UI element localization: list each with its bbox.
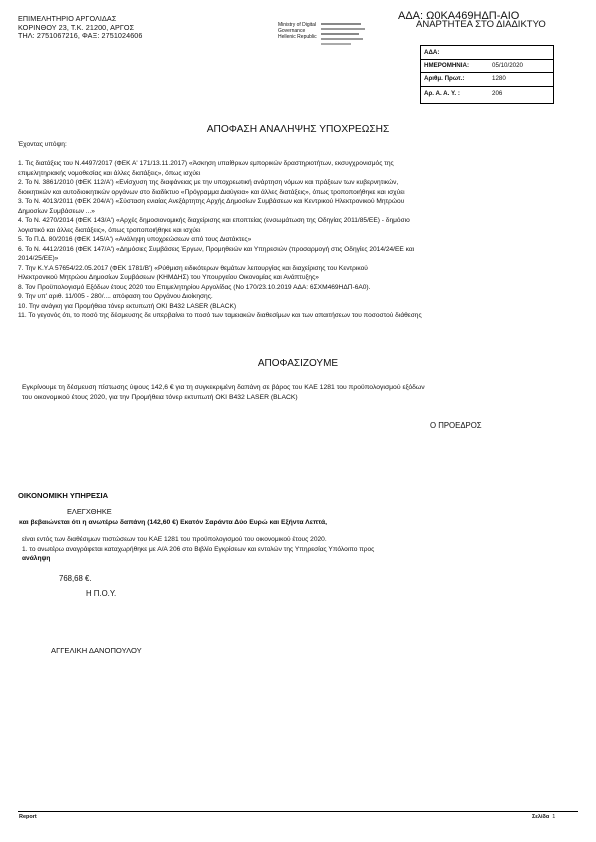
issuer-phone-fax: ΤΗΛ: 2751067216, ΦΑΞ: 2751024606 <box>18 31 143 41</box>
expense-certification: και βεβαιώνεται ότι η ανωτέρω δαπάνη (142,60 €) Εκατόν Σαράντα Δύο Ευρώ και Εξήντα Λεπτά, <box>19 519 328 526</box>
considering-line <box>18 150 570 160</box>
decision-text <box>22 383 570 404</box>
finance-line: ανάληψη <box>22 555 51 562</box>
ministry-logo-line: Governance <box>278 28 306 34</box>
signature-stamp-icon <box>321 22 367 48</box>
issuer-address-block <box>18 15 143 41</box>
ada-code-top: ΑΔΑ: Ω0ΚΑ469ΗΔΠ-ΑΙΟ <box>398 10 520 22</box>
office-label: Η Π.Ο.Υ. <box>86 589 117 598</box>
footer-divider <box>18 811 578 812</box>
considering-line: 10. Την ανάγκη για Προμήθεια τόνερ εκτυπωτή OKI B432 LASER (BLACK) <box>18 302 237 310</box>
meta-label: ΗΜΕΡΟΜΗΝΙΑ: <box>424 62 470 69</box>
finance-line: είναι εντός των διαθέσιμων πιστώσεων του ΚΑΕ 1281 του προϋπολογισμού του οικονομικού έτους 2020. <box>22 536 327 543</box>
considering-line: επιμελητηριακής νομοθεσίας και άλλες διατάξεις», όπως ισχύει <box>18 169 201 177</box>
ministry-logo-line: Ministry of Digital <box>278 22 317 28</box>
document-meta-box <box>420 45 554 104</box>
meta-label: Αριθμ. Πρωτ.: <box>424 75 465 82</box>
considering-line: 8. Τον Προϋπολογισμό Εξόδων έτους 2020 του Επιμελητηρίου Αργολίδας (Νο 170/23.10.2019 ΑΔΑ: 6ΣΧΜ469ΗΔΠ-6Α0). <box>18 283 371 291</box>
issuer-address: ΚΟΡΙΝΘΟΥ 23, Τ.Κ. 21200, ΑΡΓΟΣ <box>18 22 135 32</box>
ministry-logo-line: Hellenic Republic <box>278 34 317 40</box>
finance-heading: ΟΙΚΟΝΟΜΙΚΗ ΥΠΗΡΕΣΙΑ <box>18 491 109 500</box>
considering-line: λογιστικό και άλλες διατάξεις», όπως τροποποιήθηκε και ισχύει <box>18 226 201 234</box>
considering-line: 7. Την Κ.Υ.Α 57654/22.05.2017 (ΦΕΚ 1781/Β') «Ρύθμιση ειδικότερων θεμάτων λειτουργίας και διαχείρισης του Κεντρικού <box>18 264 368 272</box>
considering-line: 9. Την υπ' αριθ. 11/005 - 280/.... απόφαση του Οργάνου Διοίκησης. <box>18 293 213 300</box>
finance-notes <box>22 535 570 564</box>
considering-line: 11. Το γεγονός ότι, το ποσό της δέσμευσης δε υπερβαίνει το ποσό των ταμειακών διαθεσίμων και των απαιτήσεων του ποσοστού διάθεσης <box>18 312 422 319</box>
decision-heading: ΑΠΟΦΑΣΙΖΟΥΜΕ <box>257 358 339 369</box>
considering-list <box>18 140 570 321</box>
considering-line: διοικητικών και αυτοδιοικητικών οργάνων στο διαδίκτυο «Πρόγραμμα Διαύγεια» και άλλες διατάξεις», όπως τροποποιήθηκε και ισχύει <box>18 188 405 196</box>
meta-value: 05/10/2020 <box>492 62 523 69</box>
considering-line: 5. Το Π.Δ. 80/2016 (ΦΕΚ 145/Α') «Ανάληψη υποχρεώσεων από τους Διατάκτες» <box>18 236 252 243</box>
decision-line: Εγκρίνουμε τη δέσμευση πίστωσης ύψους 142,6 € για τη συγκεκριμένη δαπάνη σε βάρος του ΚΑΕ 1281 του προϋπολογισμού εξόδων <box>22 384 425 391</box>
ministry-logo <box>278 22 317 40</box>
remaining-amount: 768,68 €. <box>59 574 92 583</box>
considering-line: Ηλεκτρονικού Μητρώου Δημοσίων Συμβάσεων (ΚΗΜΔΗΣ) του Υπουργείου Οικονομίας και Ανάπτυξης» <box>18 274 319 281</box>
page-number: 1 <box>552 814 556 820</box>
considering-line: 4. Το Ν. 4270/2014 (ΦΕΚ 143/Α') «Αρχές δημοσιονομικής διαχείρισης και εποπτείας (ενσωμάτωση της Οδηγίας 2011/85/ΕΕ) - δημόσιο <box>18 217 410 224</box>
meta-label: ΑΔΑ: <box>424 49 440 56</box>
considering-line: Έχοντας υπόψη: <box>18 141 67 148</box>
footer-page-indicator <box>532 814 555 820</box>
checked-label: ΕΛΕΓΧΘΗΚΕ <box>67 507 112 516</box>
considering-line: 2014/25/ΕΕ)» <box>18 255 59 262</box>
decision-line: του οικονομικού έτους 2020, για την Προμήθεια τόνερ εκτυπωτή OKI B432 LASER (BLACK) <box>22 394 298 402</box>
posting-note: ΑΝΑΡΤΗΤΕΑ ΣΤΟ ΔΙΑΔΙΚΤΥΟ <box>416 19 546 30</box>
meta-value: 206 <box>492 90 503 97</box>
footer-report-label: Report <box>19 814 37 820</box>
considering-line: Δημοσίων Συμβάσεων ...» <box>18 207 95 215</box>
signer-name: ΑΓΓΕΛΙΚΗ ΔΑΝΟΠΟΥΛΟΥ <box>51 646 142 655</box>
finance-line: 1. το ανωτέρω αναγράφεται καταχωρήθηκε με Α/Α 206 στο Βιβλίο Εγκρίσεων και εντολών της Υπηρεσίας Υπόλοιπο προς <box>22 545 375 553</box>
meta-value: 1280 <box>492 75 506 82</box>
considering-line: 6. Το Ν. 4412/2016 (ΦΕΚ 147/Α') «Δημόσιες Συμβάσεις Έργων, Προμηθειών και Υπηρεσιών (προσαρμογή στις Οδηγίες 2014/24/ΕΕ και <box>18 245 415 253</box>
president-signature-label: Ο ΠΡΟΕΔΡΟΣ <box>430 421 482 430</box>
meta-label: Αρ. Α. Α. Υ. : <box>424 90 460 97</box>
considering-line: 1. Τις διατάξεις του Ν.4497/2017 (ΦΕΚ Α' 171/13.11.2017) «Άσκηση υπαίθριων εμπορικών δραστηριοτήτων, εκσυγχρονισμός της <box>18 160 394 167</box>
digital-signature-stamp <box>321 22 367 49</box>
considering-line: 3. Το Ν. 4013/2011 (ΦΕΚ 204/Α') «Σύσταση ενιαίας Ανεξάρτητης Αρχής Δημοσίων Συμβάσεων και Κεντρικού Ηλεκτρονικού Μητρώου <box>18 198 405 205</box>
page-label: Σελίδα <box>532 814 550 820</box>
considering-line: 2. Το Ν. 3861/2010 (ΦΕΚ 112/Α') «Ενίσχυση της διαφάνειας με την υποχρεωτική ανάρτηση νόμων και πράξεων των κυβερνητικών, <box>18 179 399 186</box>
issuer-name: ΕΠΙΜΕΛΗΤΗΡΙΟ ΑΡΓΟΛΙΔΑΣ <box>18 14 117 23</box>
document-title: ΑΠΟΦΑΣΗ ΑΝΑΛΗΨΗΣ ΥΠΟΧΡΕΩΣΗΣ <box>206 124 390 135</box>
